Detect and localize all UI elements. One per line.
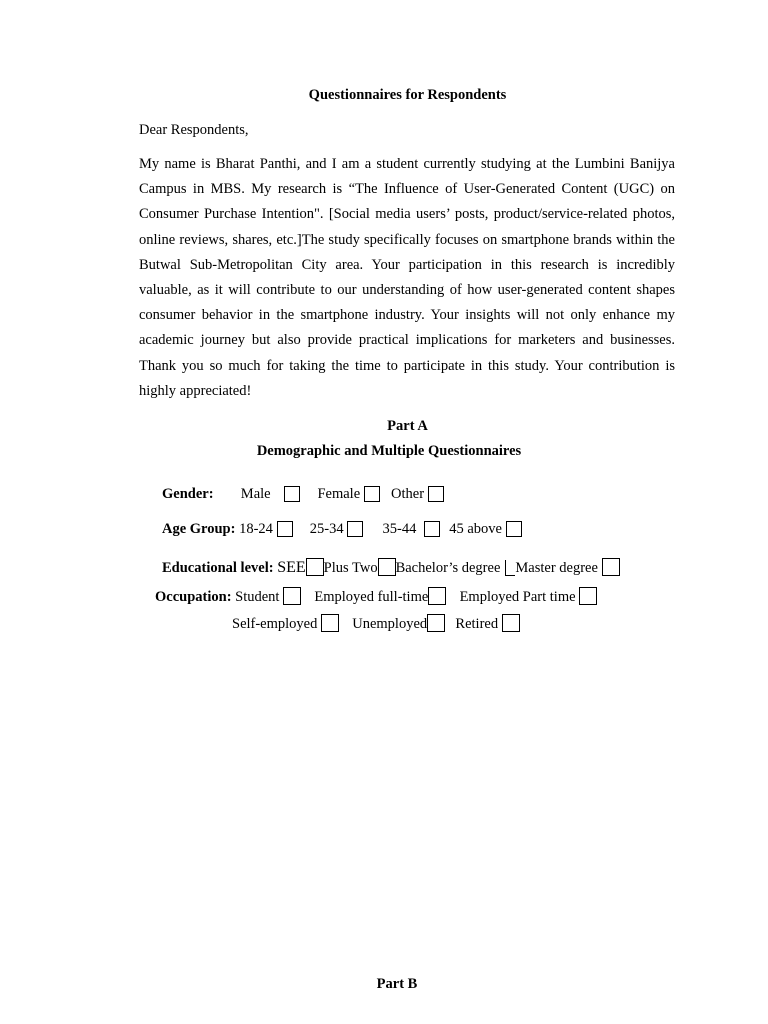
- gender-option-female-label: Female: [317, 486, 361, 502]
- occupation-label: Occupation:: [155, 589, 232, 605]
- education-see-checkbox[interactable]: [306, 558, 324, 576]
- age-18-24-checkbox[interactable]: [277, 521, 293, 537]
- education-option-plus-two-label: Plus Two: [323, 560, 378, 576]
- education-option-see-label: SEE: [277, 559, 306, 576]
- occupation-retired-checkbox[interactable]: [502, 614, 520, 632]
- gender-female-checkbox[interactable]: [364, 486, 380, 502]
- occupation-student-checkbox[interactable]: [283, 587, 301, 605]
- greeting: Dear Respondents,: [139, 122, 249, 138]
- age-option-35-44-label: 35-44: [382, 521, 417, 537]
- age-option-18-24-label: 18-24: [239, 521, 273, 537]
- occupation-unemployed-checkbox[interactable]: [427, 614, 445, 632]
- occupation-option-retired-label: Retired: [455, 616, 499, 632]
- occupation-full-time-checkbox[interactable]: [428, 587, 446, 605]
- age-group-row: [162, 521, 522, 538]
- occupation-option-unemployed-label: Unemployed: [352, 616, 428, 632]
- education-option-bachelor-label: Bachelor’s degree: [395, 560, 501, 576]
- gender-label: Gender:: [162, 486, 214, 502]
- occupation-row: [155, 587, 597, 606]
- intro-paragraph: My name is Bharat Panthi, and I am a student currently studying at the Lumbini Banijya Campus in MBS. My research is “The Influence of User-Generated Content (UGC) on Consumer Purchase Intention". [Social media users’ posts, product/service-related photos, online reviews, shares, etc.]The study specifically focuses on smartphone brands within the Butwal Sub-Metropolitan City area. Your participation in this research is incredibly valuable, as it will contribute to our understanding of how user-generated content shapes consumer behavior in the smartphone industry. Your insights will not only enhance my academic journey but also provide practical implications for marketers and businesses. Thank you so much for taking the time to participate in this study. Your contribution is highly appreciated!: [139, 156, 675, 399]
- occupation-option-student-label: Student: [235, 589, 280, 605]
- education-row: [162, 558, 620, 577]
- age-group-label: Age Group:: [162, 521, 236, 537]
- page-title: Questionnaires for Respondents: [308, 87, 507, 103]
- age-option-25-34-label: 25-34: [309, 521, 344, 537]
- occupation-option-full-time-label: Employed full-time: [314, 589, 429, 605]
- gender-option-other-label: Other: [391, 486, 425, 502]
- gender-other-checkbox[interactable]: [428, 486, 444, 502]
- age-option-45-above-label: 45 above: [449, 521, 502, 537]
- education-option-master-label: Master degree: [515, 560, 598, 576]
- education-plus-two-checkbox[interactable]: [378, 558, 396, 576]
- occupation-row-2: [232, 614, 520, 633]
- occupation-self-employed-checkbox[interactable]: [321, 614, 339, 632]
- gender-option-male-label: Male: [240, 486, 271, 502]
- education-master-checkbox[interactable]: [602, 558, 620, 576]
- age-35-44-checkbox[interactable]: [424, 521, 440, 537]
- part-a-subheading: Demographic and Multiple Questionnaires: [256, 443, 522, 459]
- occupation-option-self-employed-label: Self-employed: [232, 616, 318, 632]
- occupation-part-time-checkbox[interactable]: [579, 587, 597, 605]
- gender-male-checkbox[interactable]: [284, 486, 300, 502]
- education-bachelor-checkbox[interactable]: [505, 560, 515, 576]
- gender-row: [162, 486, 444, 503]
- occupation-option-part-time-label: Employed Part time: [459, 589, 576, 605]
- age-45-above-checkbox[interactable]: [506, 521, 522, 537]
- education-label: Educational level:: [162, 560, 274, 576]
- part-a-heading: Part A: [387, 418, 428, 434]
- age-25-34-checkbox[interactable]: [347, 521, 363, 537]
- part-b-heading: Part B: [376, 976, 418, 992]
